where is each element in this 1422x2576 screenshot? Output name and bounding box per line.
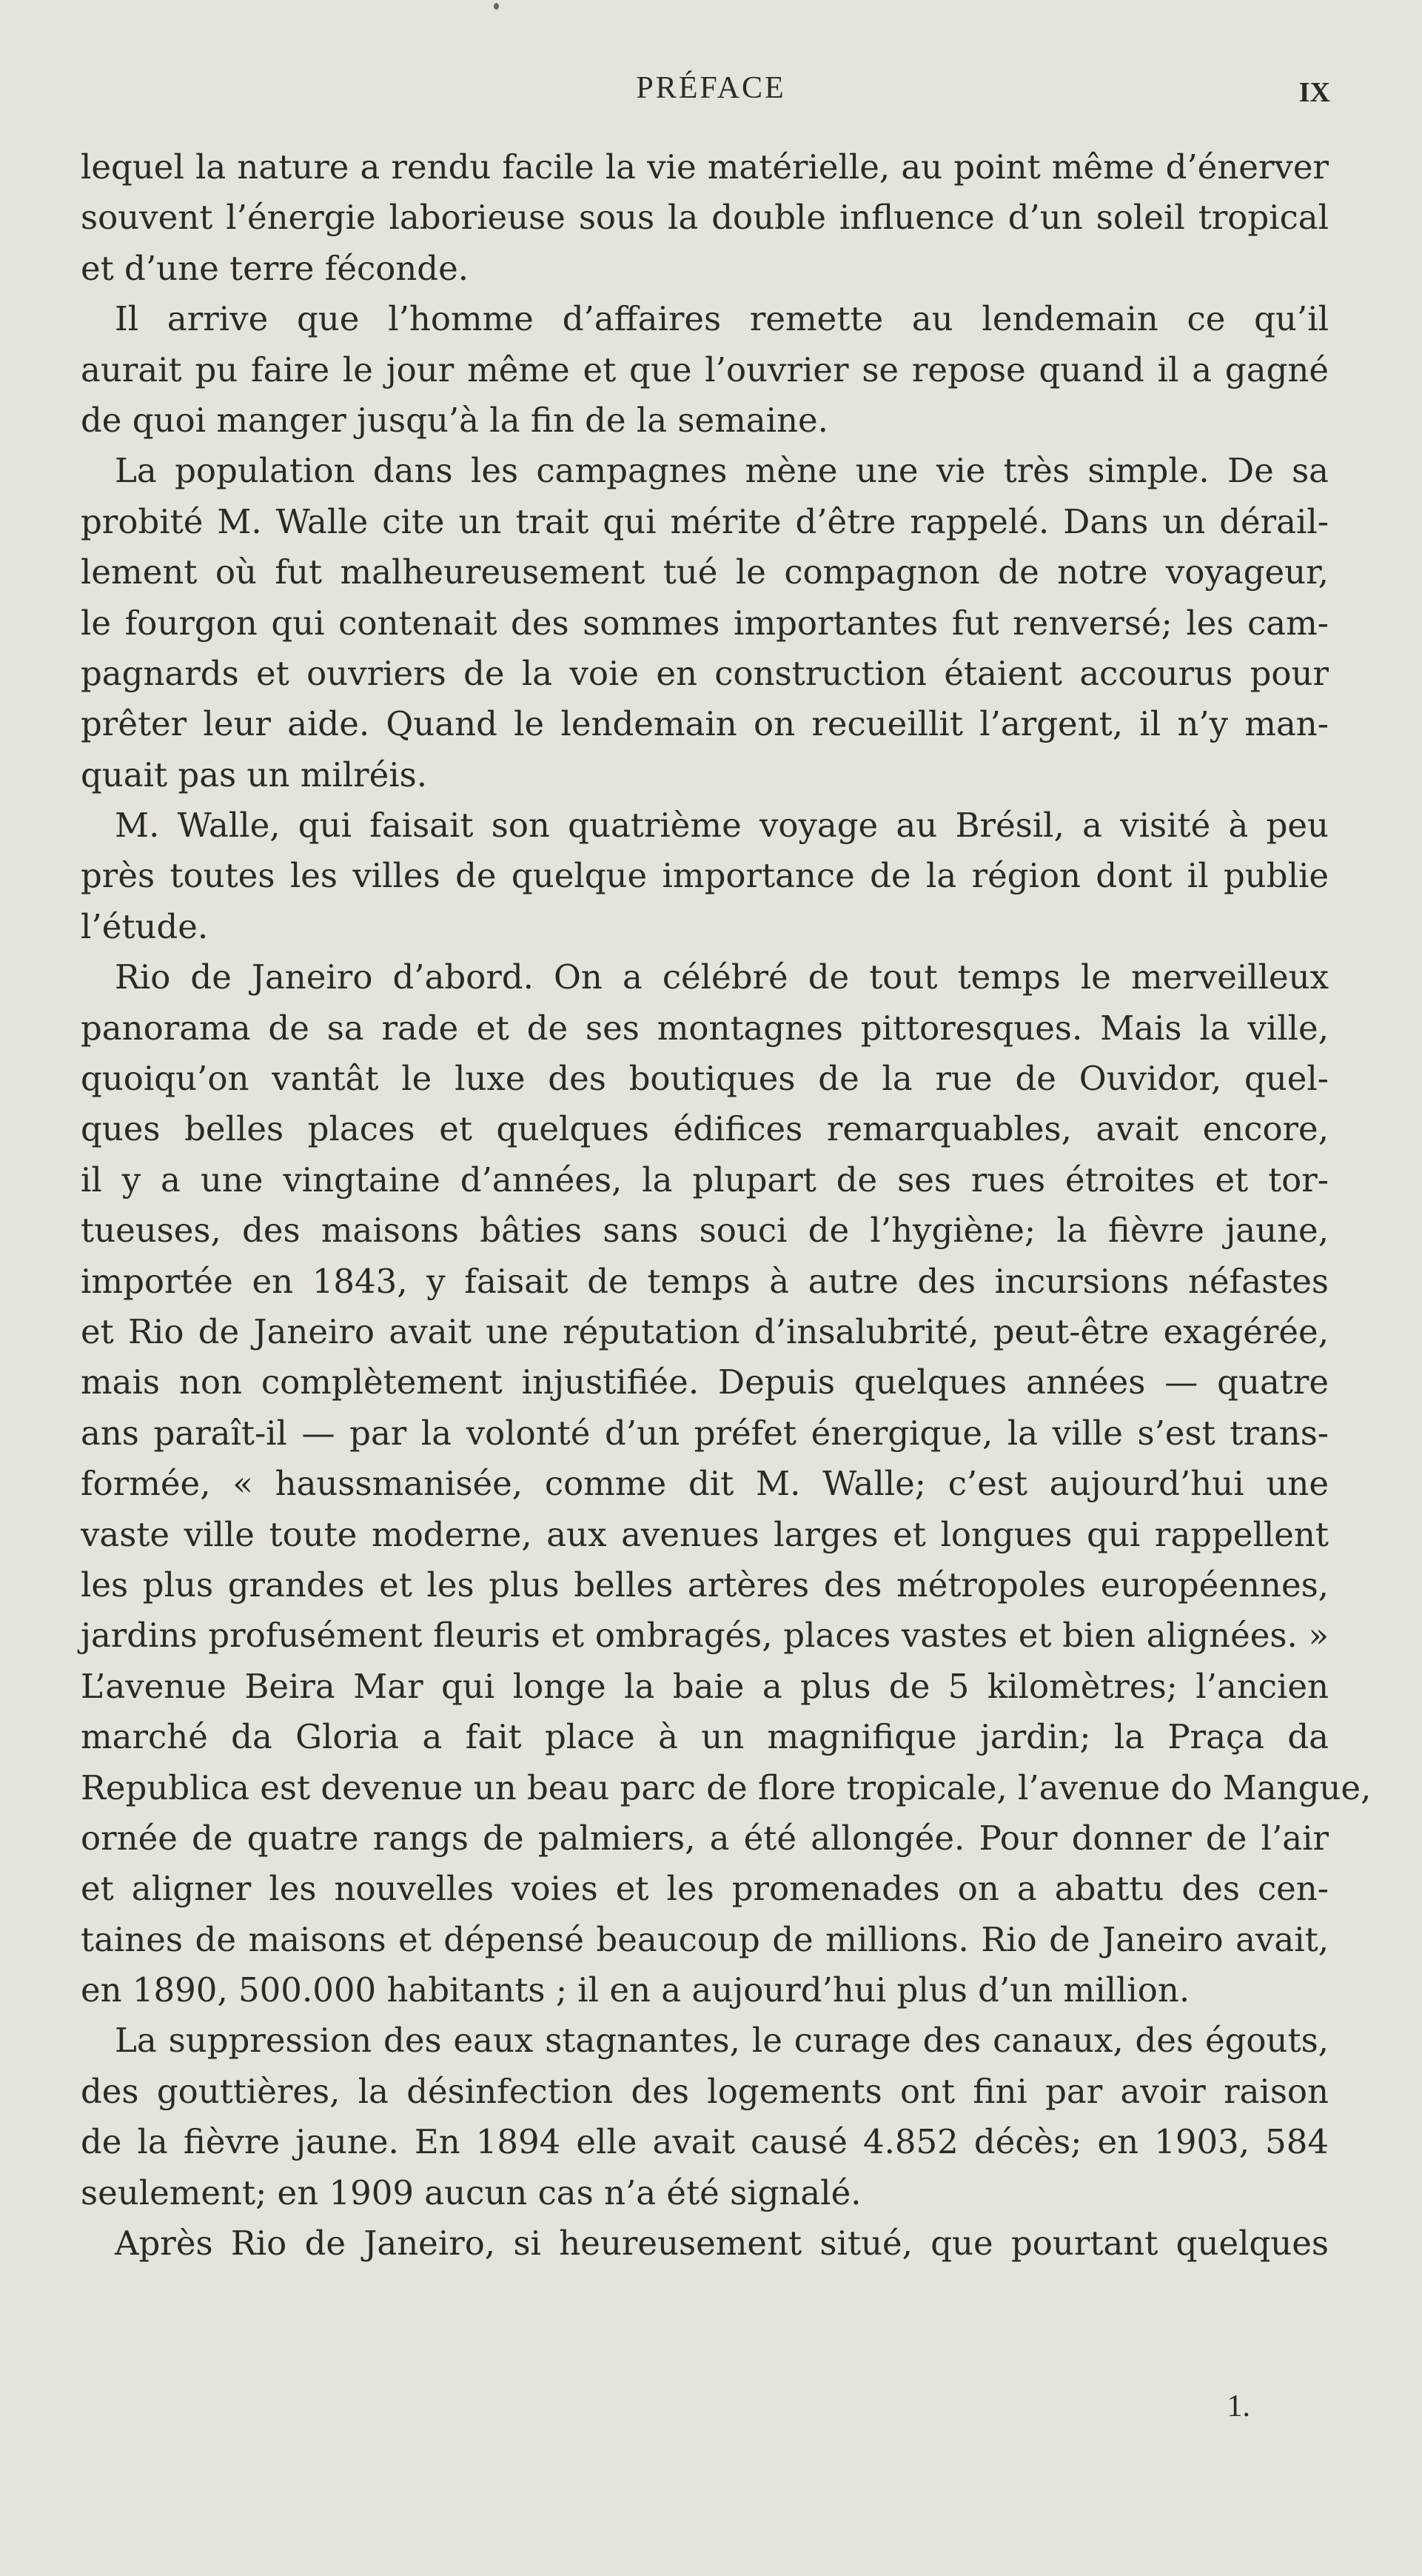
text-line: et d’une terre féconde. [81,248,469,288]
text-line: lequel la nature a rendu facile la vie matérielle, au point même d’énerver [81,147,1329,187]
text-line: aurait pu faire le jour même et que l’ouvrier se repose quand il a gagné [81,349,1329,389]
text-line: taines de maisons et dépensé beaucoup de millions. Rio de Janeiro avait, [81,1919,1329,1959]
text-line: vaste ville toute moderne, aux avenues larges et longues qui rappellent [81,1514,1329,1554]
text-line: seulement; en 1909 aucun cas n’a été signalé. [81,2172,862,2212]
text-line: souvent l’énergie laborieuse sous la double influence d’un soleil tropical [81,198,1329,238]
text-line: il y a une vingtaine d’années, la plupart de ses rues étroites et tor- [81,1160,1329,1200]
text-line: quoiqu’on vantât le luxe des boutiques de la rue de Ouvidor, quel- [81,1059,1329,1099]
text-line: formée, « haussmanisée, comme dit M. Walle; c’est aujourd’hui une [81,1464,1329,1504]
text-line: quait pas un milréis. [81,755,428,794]
text-line: prêter leur aide. Quand le lendemain on recueillit l’argent, il n’y man- [81,704,1329,744]
text-line: ornée de quatre rangs de palmiers, a été allongée. Pour donner de l’air [81,1818,1329,1858]
ink-speck [494,3,499,10]
text-line: les plus grandes et les plus belles artères des métropoles européennes, [81,1565,1329,1605]
text-line: et Rio de Janeiro avait une réputation d’insalubrité, peut-être exagérée, [81,1311,1329,1351]
text-line: lement où fut malheureusement tué le compagnon de notre voyageur, [81,552,1329,592]
text-line: de la fièvre jaune. En 1894 elle avait causé 4.852 décès; en 1903, 584 [81,2122,1329,2162]
body-text [81,142,1372,2269]
text-line: de quoi manger jusqu’à la fin de la semaine. [81,400,828,440]
page-number: IX [1298,77,1330,108]
text-line: près toutes les villes de quelque importance de la région dont il publie [81,856,1329,896]
text-line: probité M. Walle cite un trait qui mérite d’être rappelé. Dans un dérail- [81,501,1329,541]
text-line: La population dans les campagnes mène une vie très simple. De sa [115,451,1329,491]
text-line: des gouttières, la désinfection des logements ont fini par avoir raison [81,2071,1329,2111]
text-line: importée en 1843, y faisait de temps à autre des incursions néfastes [81,1261,1329,1301]
text-line: en 1890, 500.000 habitants ; il en a aujourd’hui plus d’un million. [81,1970,1190,2010]
page-header [0,70,1422,122]
text-line: l’étude. [81,906,209,946]
text-line: marché da Gloria a fait place à un magnifique jardin; la Praça da [81,1717,1329,1757]
text-line: La suppression des eaux stagnantes, le curage des canaux, des égouts, [115,2021,1329,2061]
text-line: mais non complètement injustifiée. Depuis quelques années — quatre [81,1362,1329,1402]
running-title: PRÉFACE [636,71,786,105]
text-line: jardins profusément fleuris et ombragés, places vastes et bien alignées. » [81,1616,1329,1656]
text-line: le fourgon qui contenait des sommes importantes fut renversé; les cam- [81,603,1329,643]
text-line: Republica est devenue un beau parc de flore tropicale, l’avenue do Mangue, [81,1767,1372,1807]
text-line: Après Rio de Janeiro, si heureusement situé, que pourtant quelques [115,2224,1329,2264]
text-line: Il arrive que l’homme d’affaires remette au lendemain ce qu’il [115,299,1329,339]
text-line: M. Walle, qui faisait son quatrième voyage au Brésil, a visité à peu [115,806,1329,846]
text-line: Rio de Janeiro d’abord. On a célébré de tout temps le merveilleux [115,957,1329,997]
text-line: ans paraît-il — par la volonté d’un préfet énergique, la ville s’est trans- [81,1413,1329,1453]
text-line: panorama de sa rade et de ses montagnes pittoresques. Mais la ville, [81,1008,1329,1048]
text-line: ques belles places et quelques édifices remarquables, avait encore, [81,1109,1329,1149]
text-line: et aligner les nouvelles voies et les promenades on a abattu des cen- [81,1869,1329,1909]
text-line: tueuses, des maisons bâties sans souci de l’hygiène; la fièvre jaune, [81,1211,1329,1251]
signature-mark: 1. [1227,2389,1250,2423]
text-line: L’avenue Beira Mar qui longe la baie a plus de 5 kilomètres; l’ancien [81,1666,1329,1706]
text-line: pagnards et ouvriers de la voie en construction étaient accourus pour [81,653,1329,693]
